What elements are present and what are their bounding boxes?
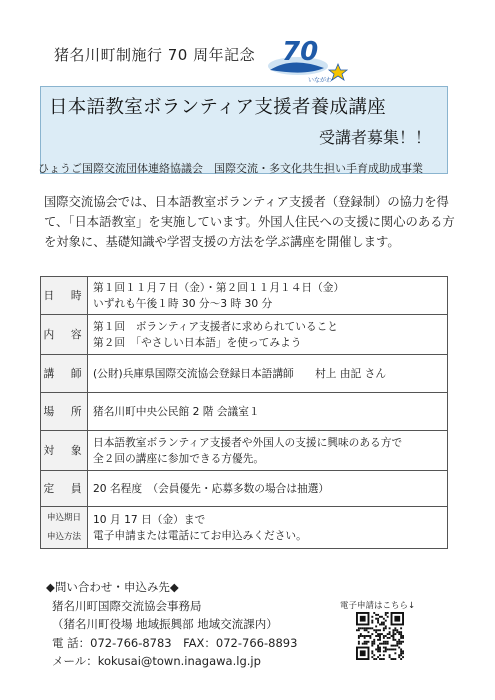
course-info-table [40, 276, 448, 549]
value-line: 第２回 「やさしい日本語」を使ってみよう [93, 335, 302, 349]
value-line: 第１回１１月７日（金）・第２回１１月１４日（金） [93, 280, 345, 294]
contact-org: 猪名川町国際交流協会事務局 [52, 598, 202, 613]
value-line: 第１回 ボランティア支援者に求められていること [93, 319, 338, 333]
value-line: 電子申請または電話にてお申込みください。 [93, 528, 307, 542]
logo-number: 70 [282, 37, 319, 67]
intro-paragraph: 国際交流協会では、日本語教室ボランティア支援者（登録制）の協力を得て、「日本語教室」を実施しています。外国人住民への支援に関心のある方を対象に、基礎知識や学習支援の方法を学ぶ講座を開催します。 [44, 195, 455, 249]
table-row-capacity [41, 471, 448, 507]
row-value [88, 355, 448, 393]
value-line: 猪名川町中央公民館 2 階 会議室１ [93, 404, 260, 418]
row-label: 対 象 [41, 431, 88, 471]
table-row-content [41, 315, 448, 355]
table-row-application [41, 507, 448, 549]
contact-heading: ◆問い合わせ・申込み先◆ [46, 580, 179, 594]
row-label: 内 容 [41, 315, 88, 355]
row-value [88, 315, 448, 355]
value-line: 10 月 17 日（金）まで [93, 512, 206, 526]
contact-phone: 電 話：072-766-8783 FAX：072-766-8893 [52, 635, 298, 650]
table-row-datetime [41, 277, 448, 315]
recruitment-subtitle: 受講者募集！！ [318, 128, 431, 147]
row-value [88, 393, 448, 431]
contact-block [46, 578, 352, 671]
row-value [88, 507, 448, 549]
table-row-lecturer [41, 355, 448, 393]
anniversary-70-logo [262, 30, 352, 86]
course-title: 日本語教室ボランティア支援者養成講座 [49, 97, 386, 118]
label-line: 申込期日 [46, 512, 81, 523]
row-value [88, 431, 448, 471]
row-label: 場 所 [41, 393, 88, 431]
row-value [88, 277, 448, 315]
value-line: 全２回の講座に参加できる方優先。 [93, 451, 265, 465]
row-label [41, 507, 88, 549]
anniversary-heading: 猪名川町制施行 70 周年記念 [54, 46, 256, 64]
table-row-venue [41, 393, 448, 431]
contact-email[interactable]: メール：kokusai@town.inagawa.lg.jp [52, 654, 261, 668]
row-label: 定 員 [41, 471, 88, 507]
qr-caption: 電子申請はこちら↓ [340, 601, 416, 611]
row-value [88, 471, 448, 507]
table-row-target [41, 431, 448, 471]
sponsor-line: ひょうご国際交流団体連絡協議会 国際交流・多文化共生担い手育成助成事業 [38, 162, 423, 175]
contact-dept: （猪名川町役場 地域振興部 地域交流課内） [52, 617, 278, 631]
label-line: 申込方法 [46, 531, 81, 542]
value-line: いずれも午後１時 30 分～3 時 30 分 [93, 296, 273, 310]
row-label: 日 時 [41, 277, 88, 315]
logo-subtext: いながわ [308, 77, 333, 84]
qr-code-icon[interactable] [356, 612, 404, 660]
value-line: 20 名程度 （会員優先・応募多数の場合は抽選） [93, 481, 330, 495]
row-label: 講 師 [41, 355, 88, 393]
value-line: (公財)兵庫県国際交流協会登録日本語講師 村上 由記 さん [93, 366, 387, 380]
value-line: 日本語教室ボランティア支援者や外国人の支援に興味のある方で [93, 435, 403, 449]
